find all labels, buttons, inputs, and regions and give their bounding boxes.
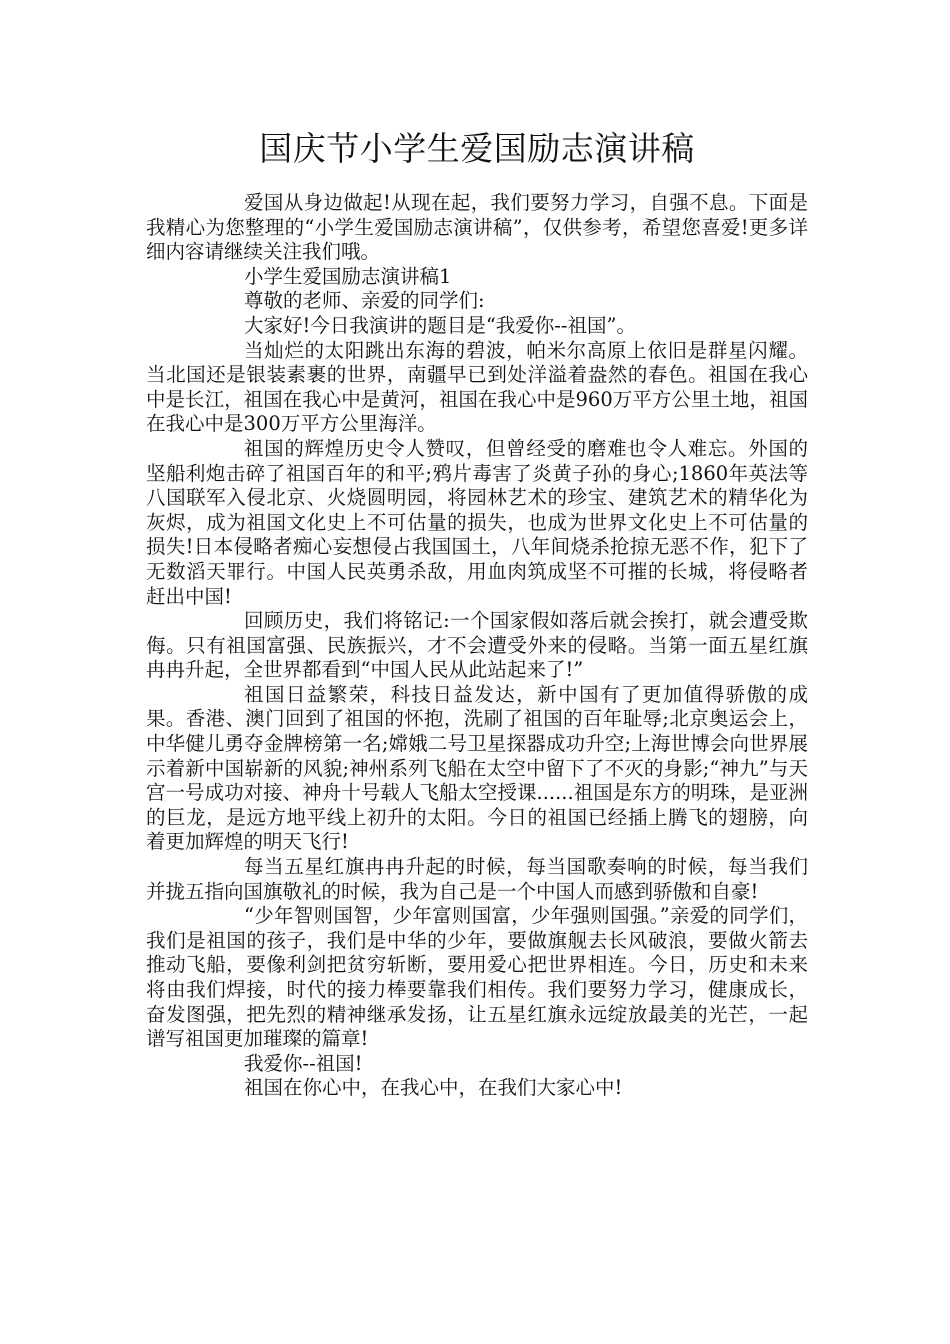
paragraph-body: 祖国日益繁荣，科技日益发达，新中国有了更加值得骄傲的成果。香港、澳门回到了祖国的怀抱，洗刷了祖国的百年耻辱;北京奥运会上，中华健儿勇夺金牌榜第一名;嫦娥二号卫星探器成功升空;上海世博会向世界展示着新中国崭新的风貌;神州系列飞船在太空中留下了不灭的身影;“神九”与天宫一号成功对接、神舟十号载人飞船太空授课......祖国是东方的明珠，是亚洲的巨龙，是远方地平线上初升的太阳。今日的祖国已经插上腾飞的翅膀，向着更加辉煌的明天飞行! [146, 682, 808, 854]
document-title: 国庆节小学生爱国励志演讲稿 [259, 129, 695, 168]
paragraph-salutation: 尊敬的老师、亲爱的同学们: [244, 289, 485, 313]
paragraph-closing: 我爱你--祖国! [244, 1051, 363, 1075]
paragraph-greeting: 大家好!今日我演讲的题目是“我爱你--祖国”。 [244, 313, 636, 337]
paragraph-body: 祖国的辉煌历史令人赞叹，但曾经受的磨难也令人难忘。外国的坚船利炮击碎了祖国百年的和平;鸦片毒害了炎黄子孙的身心;1860年英法等八国联军入侵北京、火烧圆明园，将园林艺术的珍宝、建筑艺术的精华化为灰烬，成为祖国文化史上不可估量的损失，也成为世界文化史上不可估量的损失!日本侵略者痴心妄想侵占我国国土，八年间烧杀抢掠无恶不作，犯下了无数滔天罪行。中国人民英勇杀敌，用血肉筑成坚不可摧的长城，将侵略者赶出中国! [146, 436, 808, 608]
paragraph-closing: 祖国在你心中，在我心中，在我们大家心中! [244, 1076, 623, 1100]
paragraph-subtitle: 小学生爱国励志演讲稿1 [244, 264, 452, 288]
paragraph-body: 回顾历史，我们将铭记:一个国家假如落后就会挨打，就会遭受欺侮。只有祖国富强、民族振兴，才不会遭受外来的侵略。当第一面五星红旗冉冉升起，全世界都看到“中国人民从此站起来了!” [146, 609, 808, 682]
document-page [146, 125, 808, 1101]
paragraph-body: “少年智则国智，少年富则国富，少年强则国强。”亲爱的同学们，我们是祖国的孩子，我们是中华的少年，要做旗舰去长风破浪，要做火箭去推动飞船，要像利剑把贫穷斩断，要用爱心把世界相连。今日，历史和未来将由我们焊接，时代的接力棒要靠我们相传。我们要努力学习，健康成长，奋发图强，把先烈的精神继承发扬，让五星红旗永远绽放最美的光芒，一起谱写祖国更加璀璨的篇章! [146, 904, 808, 1051]
paragraph-body: 每当五星红旗冉冉升起的时候，每当国歌奏响的时候，每当我们并拢五指向国旗敬礼的时候，我为自己是一个中国人而感到骄傲和自豪! [146, 855, 808, 903]
paragraph-intro: 爱国从身边做起!从现在起，我们要努力学习，自强不息。下面是我精心为您整理的“小学生爱国励志演讲稿”，仅供参考，希望您喜爱!更多详细内容请继续关注我们哦。 [146, 191, 808, 264]
document-body [146, 191, 808, 1101]
paragraph-body: 当灿烂的太阳跳出东海的碧波，帕米尔高原上依旧是群星闪耀。当北国还是银装素裹的世界，南疆早已到处洋溢着盎然的春色。祖国在我心中是长江，祖国在我心中是黄河，祖国在我心中是960万平方公里土地，祖国在我心中是300万平方公里海洋。 [146, 338, 808, 436]
